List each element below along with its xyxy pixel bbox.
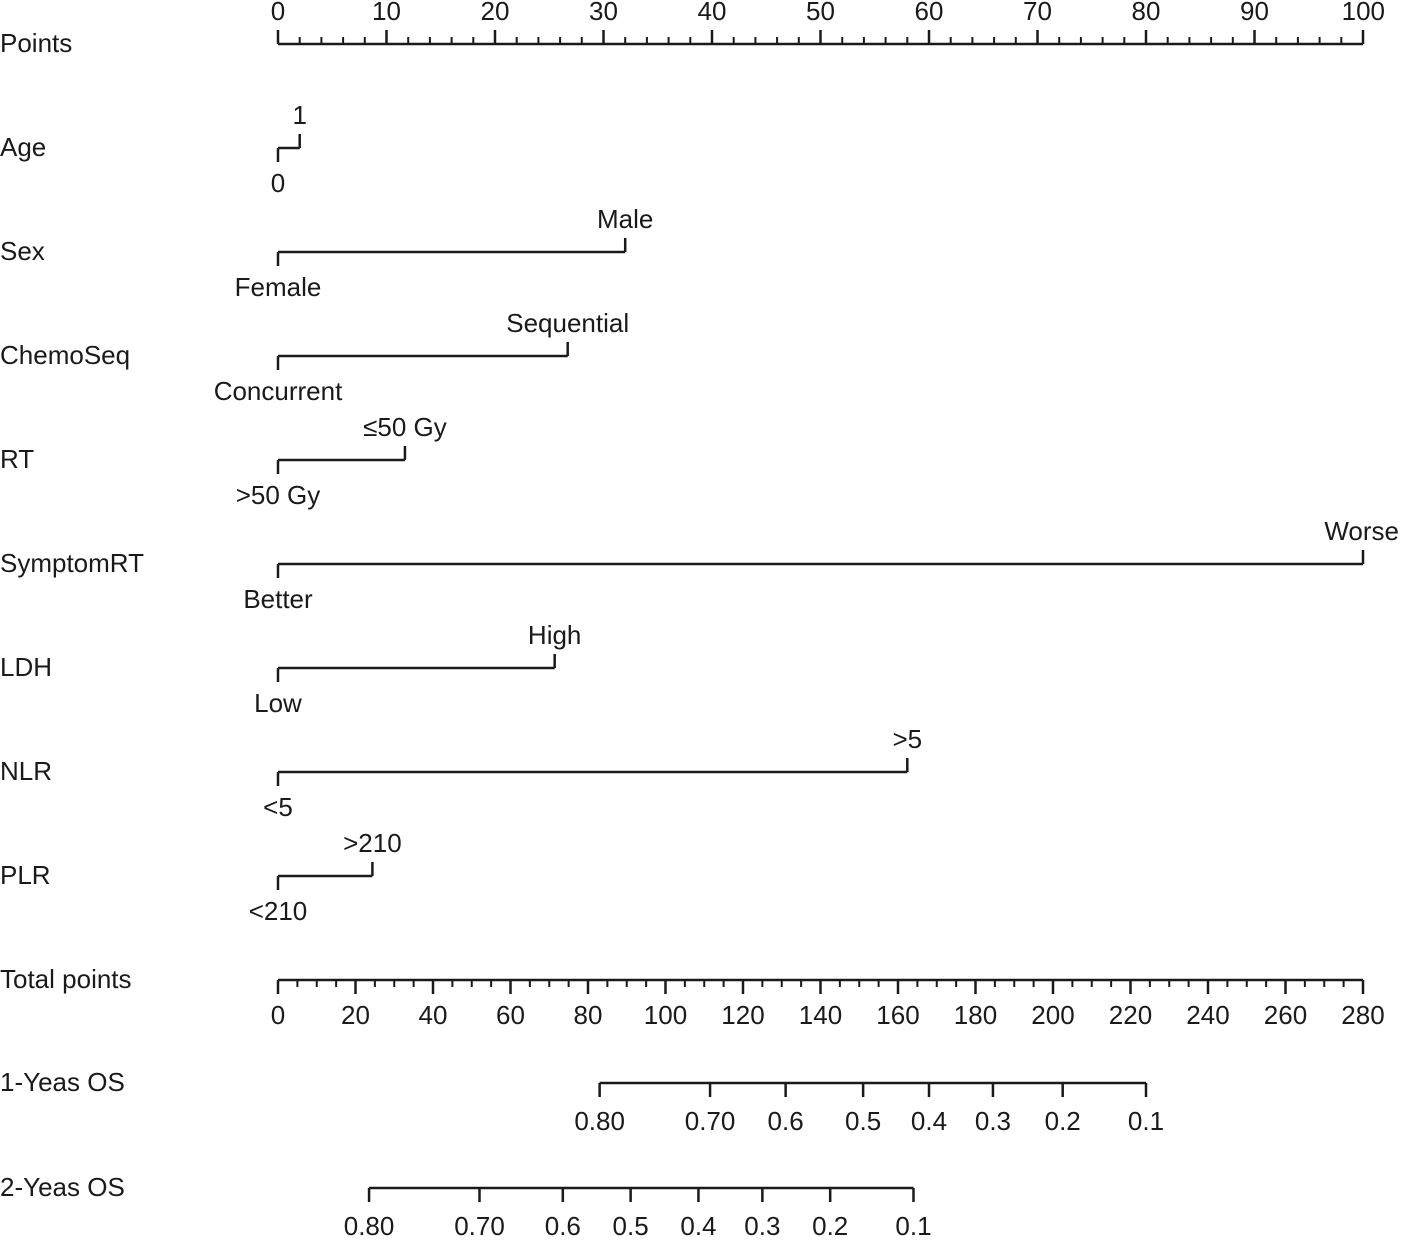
level-label-low: Female [234,272,322,302]
total-tick-label: 60 [496,1000,525,1030]
variable-label-sex: Sex [0,236,45,266]
total-tick-label: 220 [1108,1000,1153,1030]
level-label-low: >50 Gy [235,480,321,510]
level-label-high: Worse [1324,516,1399,546]
prob-axis-2-tick-label: 0.4 [680,1211,717,1240]
level-label-high: >5 [892,724,923,754]
points-tick-label: 60 [914,0,944,26]
level-label-high: 1 [292,100,307,130]
prob-axis-2-tick-label: 0.70 [454,1211,505,1240]
points-tick-label: 0 [270,0,286,26]
total-tick-label: 160 [876,1000,920,1030]
level-label-low: Concurrent [213,376,343,406]
total-tick-label: 80 [573,1000,603,1030]
prob-axis-1-tick-label: 0.3 [974,1106,1012,1136]
level-label-low: <210 [248,896,308,926]
variable-label-plr: PLR [0,860,51,890]
level-label-high: Male [597,204,654,234]
total-tick-label: 20 [341,1000,370,1030]
prob-axis-2-tick-label: 0.6 [544,1211,581,1240]
level-label-high: ≤50 Gy [363,412,447,442]
points-tick-label: 50 [806,0,835,26]
prob-axis-2-tick-label: 0.3 [744,1211,781,1240]
prob-axis-1-label: 1-Yeas OS [0,1067,125,1097]
total-tick-label: 140 [798,1000,843,1030]
points-axis-label: Points [0,28,73,58]
prob-axis-1-tick-label: 0.70 [684,1106,736,1136]
prob-axis-2-tick-label: 0.80 [343,1211,395,1240]
variable-label-chemoseq: ChemoSeq [0,340,131,370]
variable-label-rt: RT [0,444,35,474]
total-tick-label: 240 [1186,1000,1230,1030]
points-tick-label: 90 [1240,0,1269,26]
variable-label-symptomrt: SymptomRT [0,548,144,578]
total-tick-label: 100 [643,1000,688,1030]
variable-label-age: Age [0,132,47,162]
level-label-low: Low [254,688,302,718]
level-label-low: 0 [270,168,286,198]
level-label-low: Better [243,584,313,614]
points-tick-label: 100 [1341,0,1385,26]
variable-label-nlr: NLR [0,756,53,786]
prob-axis-1-tick-label: 0.6 [767,1106,804,1136]
total-tick-label: 40 [418,1000,448,1030]
prob-axis-1-tick-label: 0.5 [845,1106,882,1136]
variable-label-ldh: LDH [0,652,53,682]
total-points-axis-label: Total points [0,964,132,994]
total-tick-label: 0 [270,1000,286,1030]
points-tick-label: 40 [697,0,727,26]
total-tick-label: 260 [1263,1000,1308,1030]
points-tick-label: 20 [480,0,510,26]
points-tick-label: 10 [372,0,401,26]
total-tick-label: 120 [721,1000,765,1030]
total-tick-label: 280 [1341,1000,1385,1030]
prob-axis-1-tick-label: 0.1 [1127,1106,1165,1136]
points-tick-label: 30 [589,0,618,26]
total-tick-label: 200 [1031,1000,1075,1030]
prob-axis-1-tick-label: 0.2 [1044,1106,1081,1136]
prob-axis-1-tick-label: 0.80 [574,1106,625,1136]
points-tick-label: 70 [1023,0,1052,26]
prob-axis-2-label: 2-Yeas OS [0,1172,125,1202]
level-label-low: <5 [263,792,293,822]
prob-axis-2-tick-label: 0.5 [612,1211,649,1240]
prob-axis-2-tick-label: 0.1 [895,1211,932,1240]
total-tick-label: 180 [953,1000,998,1030]
level-label-high: >210 [343,828,402,858]
points-tick-label: 80 [1131,0,1161,26]
prob-axis-2-tick-label: 0.2 [812,1211,849,1240]
level-label-high: Sequential [506,308,630,338]
prob-axis-1-tick-label: 0.4 [910,1106,948,1136]
level-label-high: High [527,620,582,650]
